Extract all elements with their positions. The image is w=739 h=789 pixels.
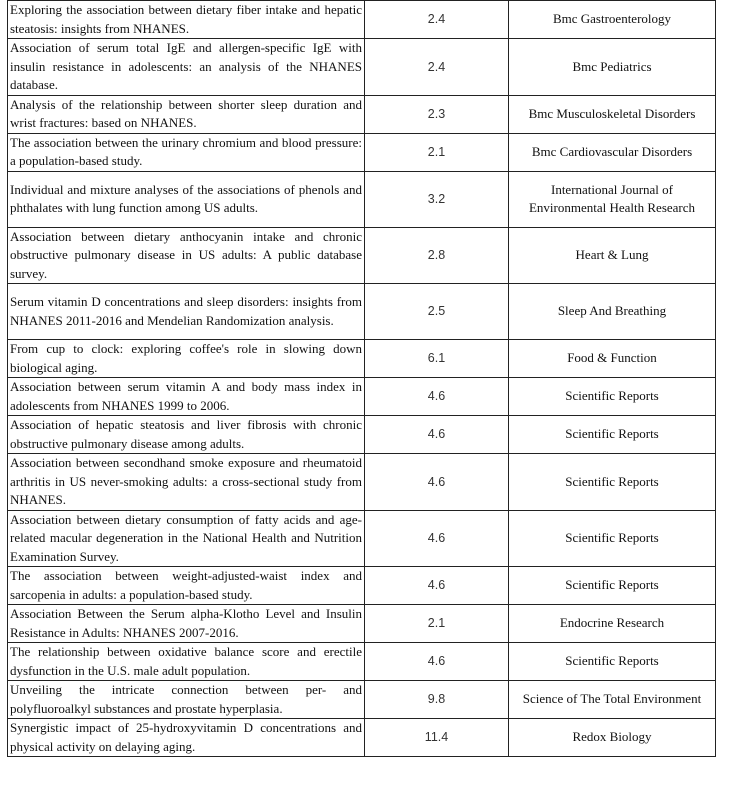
journal-name: Science of The Total Environment — [509, 681, 716, 719]
table-row — [8, 510, 716, 567]
journal-name: Scientific Reports — [509, 454, 716, 511]
journal-name: Bmc Gastroenterology — [509, 1, 716, 39]
impact-factor: 2.5 — [365, 284, 509, 340]
table-row — [8, 416, 716, 454]
article-title: Unveiling the intricate connection between per- and polyfluoroalkyl substances and prostate hyperplasia. — [8, 681, 365, 719]
article-title: The association between weight-adjusted-waist index and sarcopenia in adults: a population-based study. — [8, 567, 365, 605]
table-row — [8, 681, 716, 719]
journal-name: Bmc Cardiovascular Disorders — [509, 133, 716, 171]
impact-factor: 2.4 — [365, 1, 509, 39]
journal-name: Scientific Reports — [509, 378, 716, 416]
table-row — [8, 227, 716, 284]
impact-factor: 2.8 — [365, 227, 509, 284]
article-title: Association between dietary consumption of fatty acids and age-related macular degeneration in the National Health and Nutrition Examination Survey. — [8, 510, 365, 567]
table-row — [8, 454, 716, 511]
journal-name: Scientific Reports — [509, 567, 716, 605]
table-row — [8, 340, 716, 378]
impact-factor: 4.6 — [365, 416, 509, 454]
article-title: The association between the urinary chromium and blood pressure: a population-based study. — [8, 133, 365, 171]
impact-factor: 9.8 — [365, 681, 509, 719]
table-row — [8, 378, 716, 416]
table-row — [8, 643, 716, 681]
journal-name: Scientific Reports — [509, 643, 716, 681]
table-row — [8, 133, 716, 171]
impact-factor: 4.6 — [365, 510, 509, 567]
article-title: Synergistic impact of 25-hydroxyvitamin D concentrations and physical activity on delaying aging. — [8, 719, 365, 757]
publications-table — [7, 0, 716, 757]
article-title: Analysis of the relationship between shorter sleep duration and wrist fractures: based on NHANES. — [8, 95, 365, 133]
article-title: Association of hepatic steatosis and liver fibrosis with chronic obstructive pulmonary disease among adults. — [8, 416, 365, 454]
impact-factor: 11.4 — [365, 719, 509, 757]
impact-factor: 4.6 — [365, 643, 509, 681]
journal-name: Scientific Reports — [509, 416, 716, 454]
impact-factor: 4.6 — [365, 378, 509, 416]
journal-name: Heart & Lung — [509, 227, 716, 284]
impact-factor: 4.6 — [365, 567, 509, 605]
article-title: Exploring the association between dietary fiber intake and hepatic steatosis: insights from NHANES. — [8, 1, 365, 39]
journal-name: Bmc Pediatrics — [509, 39, 716, 96]
impact-factor: 6.1 — [365, 340, 509, 378]
table-row — [8, 567, 716, 605]
impact-factor: 2.1 — [365, 133, 509, 171]
table-row — [8, 605, 716, 643]
impact-factor: 2.1 — [365, 605, 509, 643]
article-title: Association between secondhand smoke exposure and rheumatoid arthritis in US never-smoking adults: a cross-sectional study from NHANES. — [8, 454, 365, 511]
journal-name: Redox Biology — [509, 719, 716, 757]
article-title: From cup to clock: exploring coffee's role in slowing down biological aging. — [8, 340, 365, 378]
table-row — [8, 171, 716, 227]
table-row — [8, 284, 716, 340]
impact-factor: 2.3 — [365, 95, 509, 133]
table-row — [8, 95, 716, 133]
article-title: Individual and mixture analyses of the associations of phenols and phthalates with lung function among US adults. — [8, 171, 365, 227]
article-title: Association Between the Serum alpha-Klotho Level and Insulin Resistance in Adults: NHANES 2007-2016. — [8, 605, 365, 643]
table-row — [8, 719, 716, 757]
journal-name: Bmc Musculoskeletal Disorders — [509, 95, 716, 133]
table-row — [8, 1, 716, 39]
article-title: Association of serum total IgE and allergen-specific IgE with insulin resistance in adolescents: an analysis of the NHANES database. — [8, 39, 365, 96]
journal-name: Scientific Reports — [509, 510, 716, 567]
impact-factor: 2.4 — [365, 39, 509, 96]
article-title: Serum vitamin D concentrations and sleep disorders: insights from NHANES 2011-2016 and Mendelian Randomization analysis. — [8, 284, 365, 340]
journal-name: Food & Function — [509, 340, 716, 378]
journal-name: International Journal of Environmental Health Research — [509, 171, 716, 227]
journal-name: Sleep And Breathing — [509, 284, 716, 340]
article-title: Association between serum vitamin A and body mass index in adolescents from NHANES 1999 to 2006. — [8, 378, 365, 416]
article-title: The relationship between oxidative balance score and erectile dysfunction in the U.S. male adult population. — [8, 643, 365, 681]
impact-factor: 3.2 — [365, 171, 509, 227]
article-title: Association between dietary anthocyanin intake and chronic obstructive pulmonary disease in US adults: A public database survey. — [8, 227, 365, 284]
publications-table-body — [8, 1, 716, 757]
journal-name: Endocrine Research — [509, 605, 716, 643]
impact-factor: 4.6 — [365, 454, 509, 511]
table-row — [8, 39, 716, 96]
